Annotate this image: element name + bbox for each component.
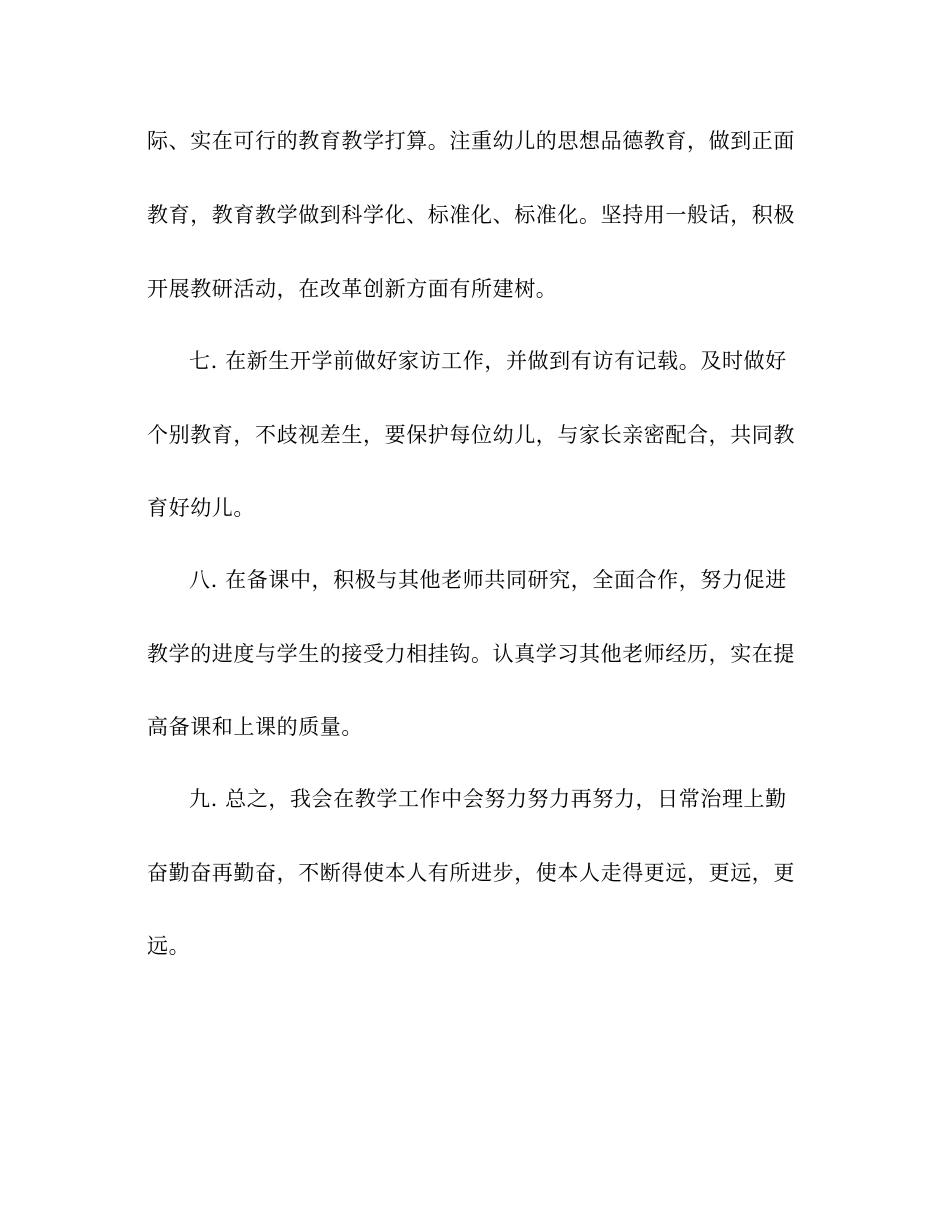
- paragraph-line: 际、实在可行的教育教学打算。注重幼儿的思想品德教育，做到正面: [147, 129, 795, 153]
- paragraph-line: 育好幼儿。: [147, 496, 255, 520]
- paragraph-line: 高备课和上课的质量。: [147, 715, 363, 739]
- paragraph-line: 个别教育，不歧视差生，要保护每位幼儿，与家长亲密配合，共同教: [147, 423, 795, 447]
- paragraph-line: 教学的进度与学生的接受力相挂钩。认真学习其他老师经历，实在提: [147, 642, 795, 666]
- paragraph-line: 八. 在备课中，积极与其他老师共同研究，全面合作，努力促进: [189, 568, 787, 592]
- paragraph-line: 远。: [147, 934, 191, 958]
- paragraph-line: 教育，教育教学做到科学化、标准化、标准化。坚持用一般话，积极: [147, 203, 795, 227]
- paragraph-line: 奋勤奋再勤奋，不断得使本人有所进步，使本人走得更远，更远，更: [147, 861, 795, 885]
- paragraph-line: 开展教研活动，在改革创新方面有所建树。: [147, 277, 558, 301]
- paragraph-line: 七. 在新生开学前做好家访工作，并做到有访有记载。及时做好: [189, 349, 787, 373]
- paragraph-line: 九. 总之，我会在教学工作中会努力努力再努力，日常治理上勤: [189, 787, 787, 811]
